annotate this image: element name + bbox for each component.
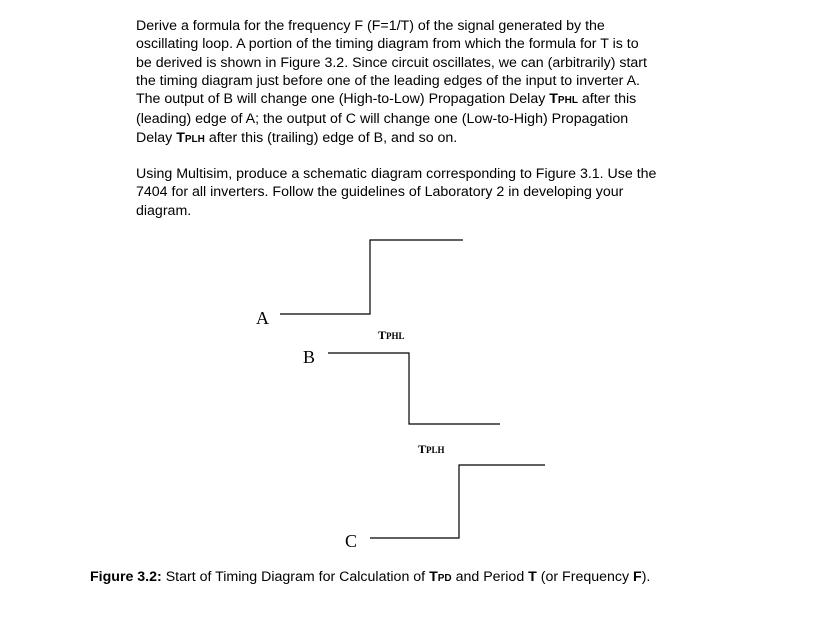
period-symbol: T [528, 569, 537, 585]
signal-a-waveform [280, 240, 463, 314]
text-line: 7404 for all inverters. Follow the guidelines of Laboratory 2 in developing your [136, 184, 624, 201]
text-line: Derive a formula for the frequency F (F=1/T) of the signal generated by the [136, 18, 605, 34]
text-line: be derived is shown in Figure 3.2. Since circuit oscillates, we can (arbitrarily) start [136, 54, 647, 71]
text-line: diagram. [136, 202, 192, 219]
tplh-subscript: PLH [426, 445, 445, 455]
text-run: after this (trailing) edge of B, and so on. [204, 129, 458, 146]
tplh-symbol: T [176, 129, 185, 146]
text-run: ). [641, 569, 651, 585]
text-run: The output of B will change one (High-to-Low) Propagation Delay [136, 91, 550, 108]
text-run: Start of Timing Diagram for Calculation of [161, 569, 430, 585]
tphl-subscript: PHL [557, 95, 578, 107]
signal-b-waveform [328, 353, 500, 424]
figure-number: Figure 3.2: [90, 569, 162, 585]
tpd-symbol: T [429, 569, 438, 585]
tplh-label [418, 442, 445, 456]
text-run: after this [577, 91, 637, 108]
figure-caption [90, 569, 650, 585]
tpd-subscript: PD [437, 573, 452, 584]
signal-b-label: B [303, 347, 316, 367]
text-line: the timing diagram just before one of the leading edges of the input to inverter A. [136, 72, 640, 89]
signal-c-waveform [370, 465, 545, 538]
text-run: (or Frequency [536, 569, 634, 585]
tphl-symbol: T [378, 328, 387, 342]
tplh-symbol: T [418, 442, 427, 456]
text-run: and Period [451, 569, 529, 585]
tphl-symbol: T [549, 91, 558, 108]
tphl-subscript: PHL [386, 331, 405, 341]
text-line: (leading) edge of A; the output of C will change one (Low-to-High) Propagation [136, 111, 629, 128]
text-line: oscillating loop. A portion of the timing diagram from which the formula for T is to [136, 36, 639, 53]
tplh-subscript: PLH [184, 133, 205, 145]
frequency-symbol: F [633, 569, 642, 585]
signal-a-label: A [256, 308, 269, 328]
signal-c-label: C [345, 531, 358, 551]
text-line: Using Multisim, produce a schematic diagram corresponding to Figure 3.1. Use the [136, 166, 657, 182]
tphl-label [378, 328, 405, 342]
text-run: Delay [136, 129, 177, 146]
